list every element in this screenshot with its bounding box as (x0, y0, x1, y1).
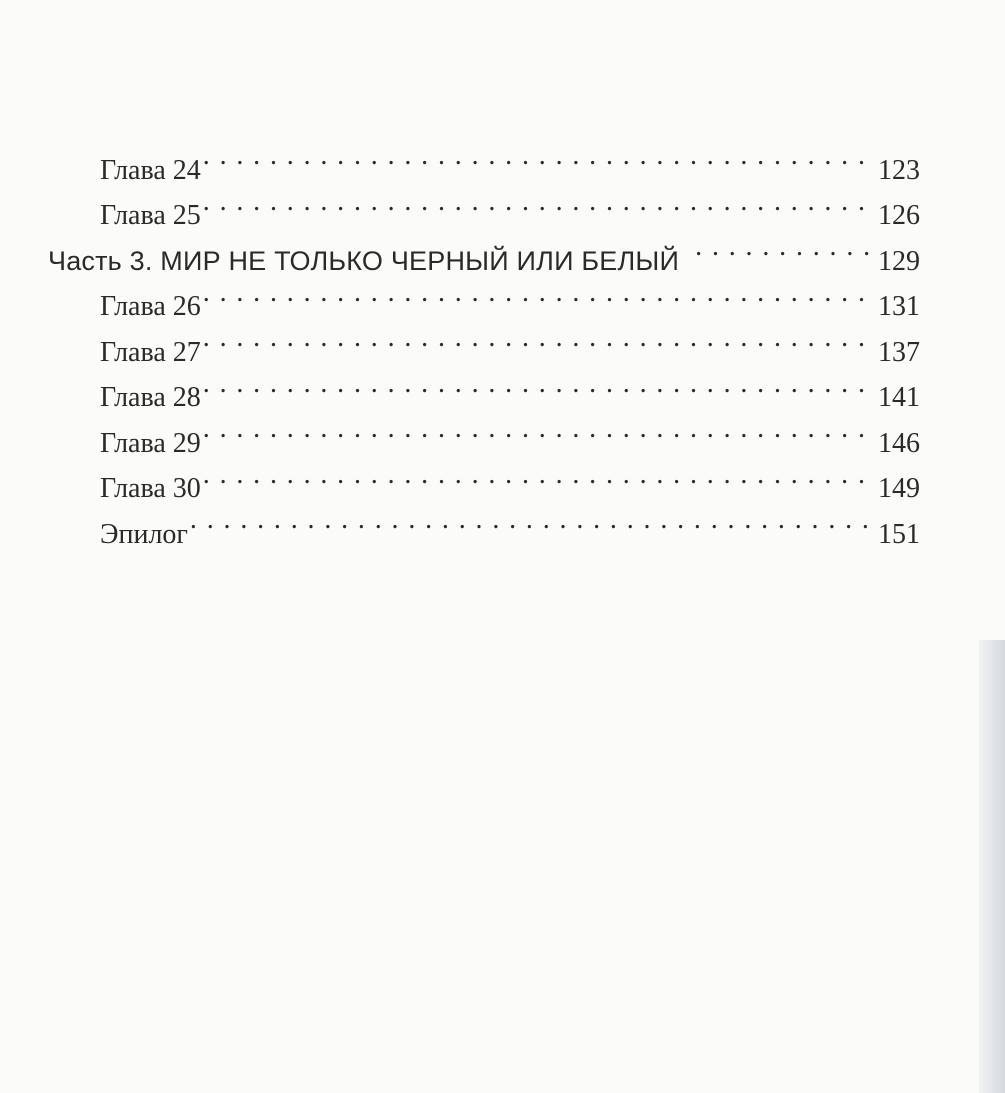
toc-leader-dots (190, 497, 872, 543)
toc-entry-title: Глава 28 (100, 382, 201, 413)
toc-leader-dots (203, 133, 872, 179)
toc-leader-dots (203, 179, 872, 225)
toc-entry-page: 149 (878, 473, 920, 504)
toc-entry-title: Глава 26 (100, 291, 201, 322)
toc-entry-page: 146 (878, 427, 920, 459)
toc-entry-page: 137 (878, 336, 920, 368)
toc-leader-dots (203, 315, 872, 361)
toc-leader-dots (203, 270, 872, 316)
toc-entry-page: 129 (878, 245, 920, 277)
toc-entry-title: Глава 30 (100, 473, 201, 504)
toc-entry-title: Глава 27 (100, 336, 201, 368)
toc-leader-dots (203, 406, 872, 452)
toc-entry-title: Глава 29 (100, 427, 201, 459)
toc-leader-dots (203, 452, 872, 498)
toc-entry-page: 141 (878, 382, 920, 413)
toc-entry-title: Глава 24 (100, 154, 201, 186)
page-edge (979, 640, 1005, 1093)
toc-entry-title: Эпилог (100, 518, 188, 550)
toc-entry (48, 133, 920, 186)
toc-leader-dots (203, 361, 872, 407)
toc-leader-dots (695, 224, 872, 270)
toc-part-title: Часть 3. МИР НЕ ТОЛЬКО ЧЕРНЫЙ ИЛИ БЕЛЫЙ (48, 245, 680, 276)
toc-entry-page: 131 (878, 291, 920, 322)
toc-entry-page: 151 (878, 518, 920, 550)
toc-entry-page: 126 (878, 200, 920, 231)
table-of-contents (48, 133, 920, 550)
toc-entry-title: Глава 25 (100, 200, 201, 231)
toc-entry-page: 123 (878, 154, 920, 186)
